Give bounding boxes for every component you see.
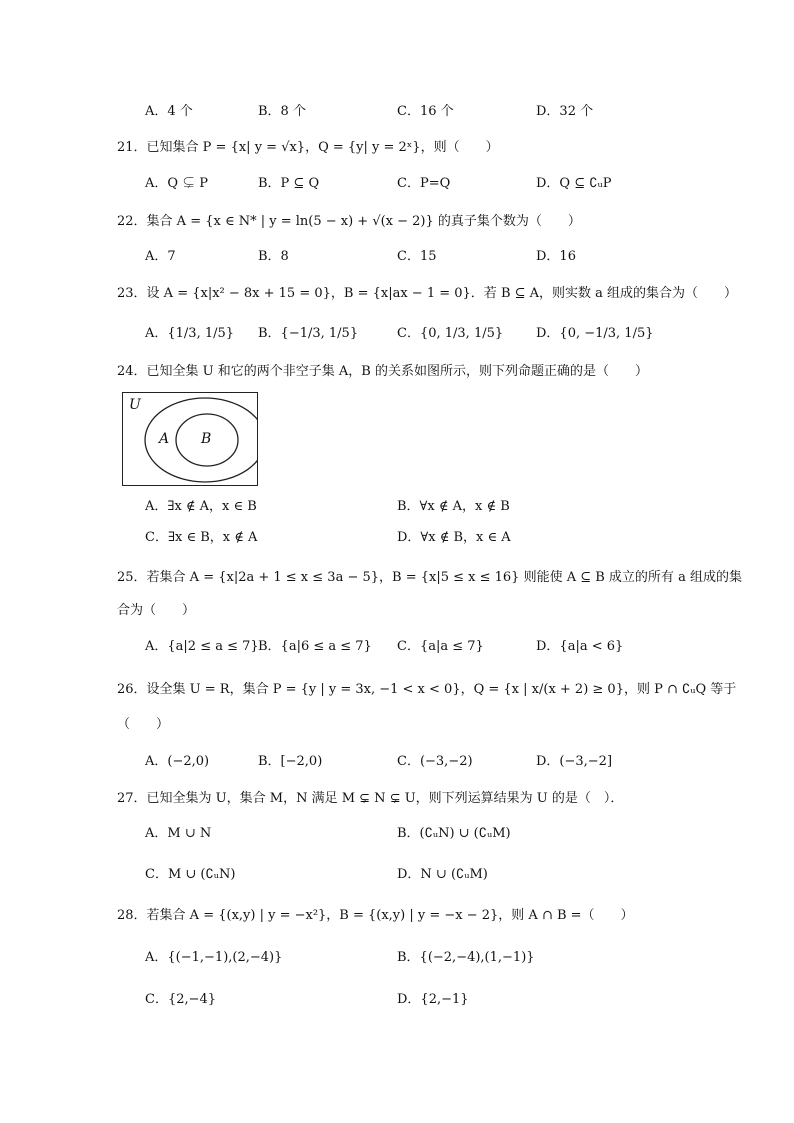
q24-option-d: D．∀x ∉ B，x ∈ A	[397, 530, 511, 545]
q21-option-a: A．Q ⊊ P	[145, 176, 209, 191]
q25-option-a: A．{a|2 ≤ a ≤ 7}	[145, 639, 259, 654]
q22-option-c: C．15	[397, 249, 437, 264]
q25-stem-line1: 25．若集合 A = {x|2a + 1 ≤ x ≤ 3a − 5}，B = {x|5 ≤ x ≤ 16} 则能使 A ⊆ B 成立的所有 a 组成的集	[117, 570, 742, 585]
q26-option-b: B．[−2,0)	[258, 754, 323, 769]
venn-diagram	[122, 392, 258, 486]
q23-stem: 23．设 A = {x|x² − 8x + 15 = 0}，B = {x|ax − 1 = 0}．若 B ⊆ A，则实数 a 组成的集合为（ ）	[117, 286, 738, 301]
venn-label-b: B	[201, 431, 212, 447]
q22-option-d: D．16	[536, 249, 576, 264]
q25-stem-line2: 合为（ ）	[117, 603, 196, 618]
q28-option-b: B．{(−2,−4),(1,−1)}	[397, 950, 535, 965]
q22-option-a: A．7	[145, 249, 176, 264]
q20-option-c: C．16 个	[397, 104, 454, 119]
q24-option-c: C．∃x ∈ B，x ∉ A	[145, 530, 258, 545]
q21-option-b: B．P ⊆ Q	[258, 176, 320, 191]
q25-option-d: D．{a|a < 6}	[536, 639, 624, 654]
q26-option-a: A．(−2,0)	[145, 754, 210, 769]
q27-option-a: A．M ∪ N	[145, 826, 212, 841]
q23-option-b: B．{−1/3, 1/5}	[258, 326, 359, 341]
q21-stem: 21．已知集合 P = {x| y = √x}，Q = {y| y = 2ˣ}，则（ ）	[117, 140, 499, 155]
q23-option-c: C．{0, 1/3, 1/5}	[397, 326, 504, 341]
q28-option-c: C．{2,−4}	[145, 992, 217, 1007]
q23-option-d: D．{0, −1/3, 1/5}	[536, 326, 654, 341]
q24-stem: 24．已知全集 U 和它的两个非空子集 A，B 的关系如图所示，则下列命题正确的是（ ）	[117, 364, 648, 379]
q22-option-b: B．8	[258, 249, 289, 264]
q27-option-b: B．(∁ᵤN) ∪ (∁ᵤM)	[397, 826, 511, 841]
q25-option-b: B．{a|6 ≤ a ≤ 7}	[258, 639, 372, 654]
venn-label-a: A	[159, 431, 170, 447]
q26-stem-line1: 26．设全集 U = R，集合 P = {y | y = 3x, −1 < x < 0}，Q = {x | x/(x + 2) ≥ 0}，则 P ∩ ∁ᵤQ 等于	[117, 682, 737, 697]
q21-option-d: D．Q ⊆ ∁ᵤP	[536, 176, 612, 191]
q23-option-a: A．{1/3, 1/5}	[145, 326, 235, 341]
q20-option-b: B．8 个	[258, 104, 306, 119]
q20-option-a: A．4 个	[145, 104, 193, 119]
q26-option-d: D．(−3,−2]	[536, 754, 613, 769]
q24-option-b: B．∀x ∉ A，x ∉ B	[397, 499, 510, 514]
q21-option-c: C．P=Q	[397, 176, 451, 191]
q26-stem-line2: （ ）	[117, 717, 170, 732]
q28-option-d: D．{2,−1}	[397, 992, 469, 1007]
q20-option-d: D．32 个	[536, 104, 594, 119]
venn-svg	[123, 393, 257, 485]
q27-option-d: D．N ∪ (∁ᵤM)	[397, 867, 488, 882]
venn-label-u: U	[129, 397, 141, 413]
q27-option-c: C．M ∪ (∁ᵤN)	[145, 867, 236, 882]
q24-option-a: A．∃x ∉ A，x ∈ B	[145, 499, 257, 514]
q25-option-c: C．{a|a ≤ 7}	[397, 639, 484, 654]
q28-stem: 28．若集合 A = {(x,y) | y = −x²}，B = {(x,y) | y = −x − 2}，则 A ∩ B =（ ）	[117, 908, 634, 923]
q26-option-c: C．(−3,−2)	[397, 754, 473, 769]
q27-stem: 27．已知全集为 U，集合 M，N 满足 M ⊊ N ⊊ U，则下列运算结果为 U 的是（ ）．	[117, 791, 624, 806]
q22-stem: 22．集合 A = {x ∈ N* | y = ln(5 − x) + √(x − 2)} 的真子集个数为（ ）	[117, 214, 581, 229]
q28-option-a: A．{(−1,−1),(2,−4)}	[145, 950, 283, 965]
